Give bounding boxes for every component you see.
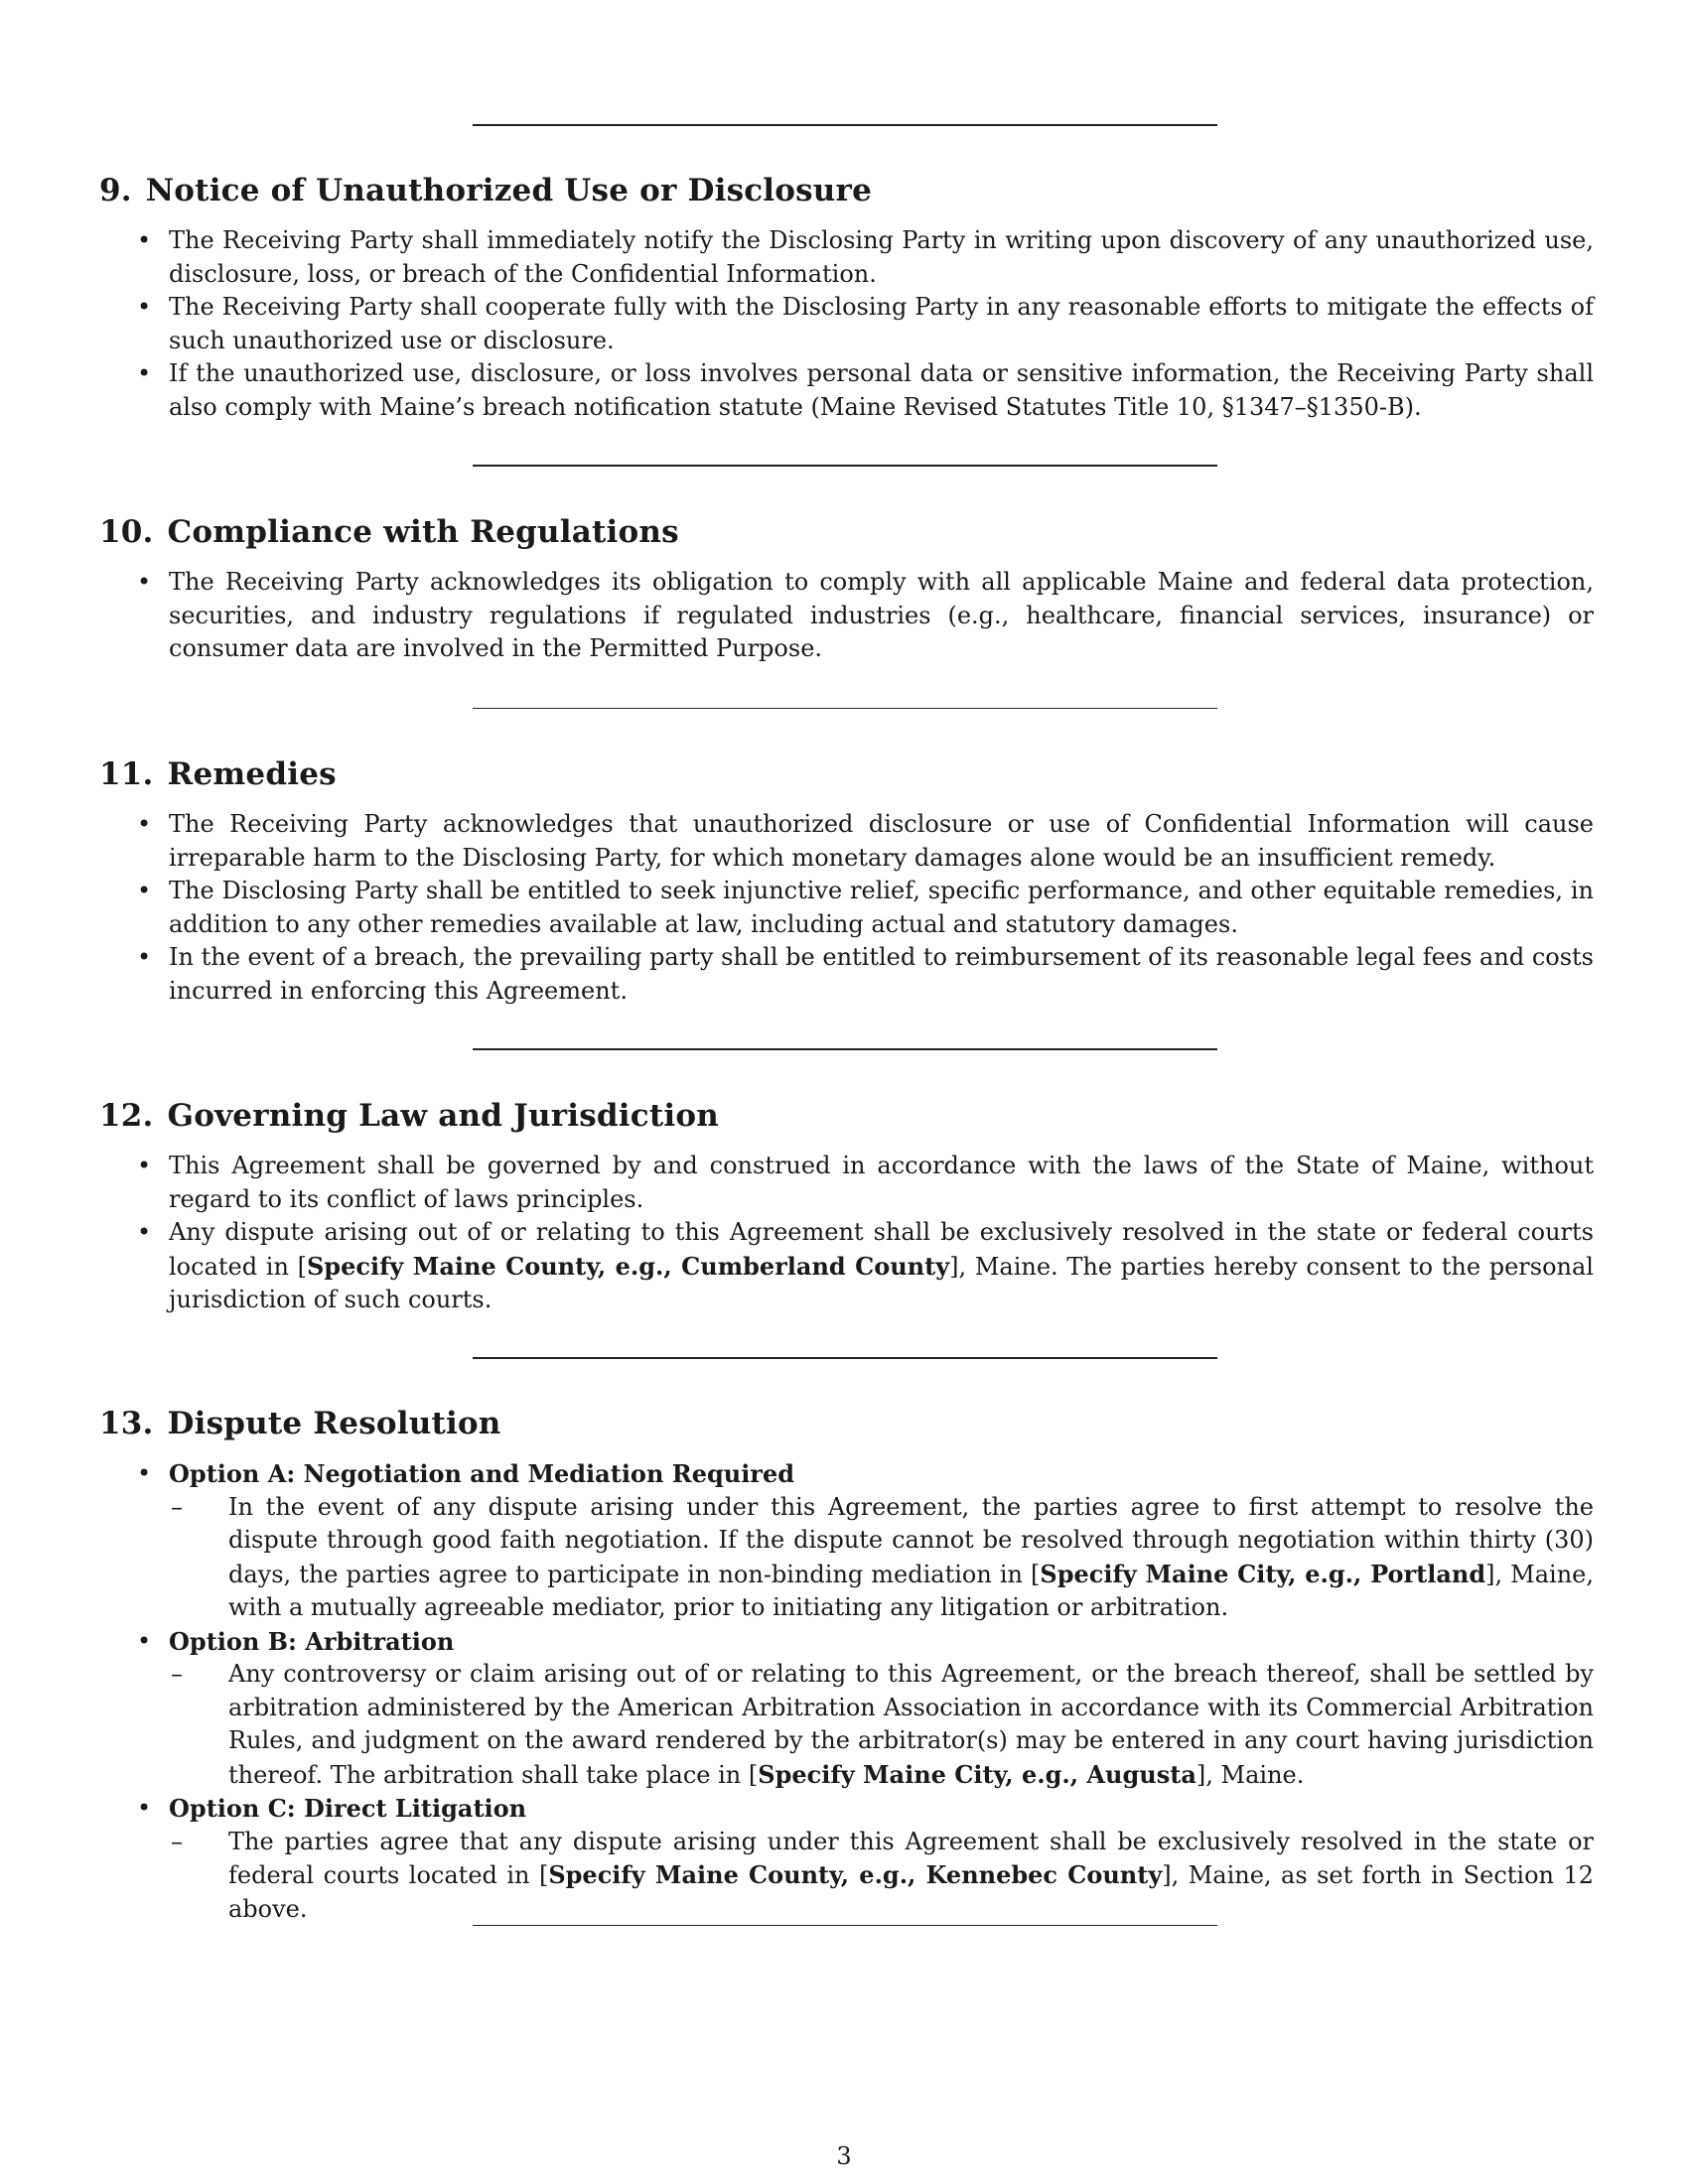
list-item: • The Disclosing Party shall be entitled to seek injunctive relief, specific performance, and other equitable remedies, in addition to any other remedies available at law, including actual and statutory damages. — [99, 875, 1594, 941]
bullet-list — [99, 224, 1594, 424]
page-number: 3 — [836, 2142, 852, 2170]
sub-list-item: – Any controversy or claim arising out of or relating to this Agreement, or the breach thereof, shall be settled by arbitration administered by the American Arbitration Association in accordance with its Commercial Arbitration Rules, and judgment on the award rendered by the arbitrator(s) may be entered in any court having jurisdiction thereof. The arbitration shall take place in [Specify Maine City, e.g., Augusta], Maine. — [169, 1658, 1594, 1792]
section-heading: 12. Governing Law and Jurisdiction — [99, 1098, 719, 1134]
section-10 — [99, 512, 1594, 666]
option-label: • Option A: Negotiation and Mediation Required — [169, 1459, 794, 1488]
sub-list-item: – In the event of any dispute arising under this Agreement, the parties agree to first attempt to resolve the dispute through good faith negotiation. If the dispute cannot be resolved through negotiation within thirty (30) days, the parties agree to participate in non-binding mediation in [Specify Maine City, e.g., Portland], Maine, with a mutually agreeable mediator, prior to initiating any litigation or arbitration. — [169, 1491, 1594, 1625]
sub-list — [169, 1491, 1594, 1625]
bullet-list — [99, 808, 1594, 1008]
placeholder-county: Specify Maine County, e.g., Cumberland County — [306, 1251, 950, 1281]
list-item: • In the event of a breach, the prevailing party shall be entitled to reimbursement of its reasonable legal fees and costs incurred in enforcing this Agreement. — [99, 941, 1594, 1008]
section-divider — [473, 465, 1217, 467]
bullet-list — [99, 1150, 1594, 1317]
section-divider — [473, 1357, 1217, 1359]
section-heading: 13. Dispute Resolution — [99, 1406, 501, 1441]
section-13 — [99, 1404, 1594, 1926]
placeholder-city: Specify Maine City, e.g., Portland — [1040, 1559, 1486, 1588]
bullet-list — [99, 1457, 1594, 1926]
section-heading: 9. Notice of Unauthorized Use or Disclosure — [99, 173, 872, 208]
sub-list — [169, 1658, 1594, 1792]
section-12 — [99, 1096, 1594, 1317]
section-divider — [473, 708, 1217, 709]
list-item: • Any dispute arising out of or relating to this Agreement shall be exclusively resolved in the state or federal courts located in [Specify Maine County, e.g., Cumberland County], Maine. The parties hereby consent to the personal jurisdiction of such courts. — [99, 1216, 1594, 1317]
option-c — [99, 1792, 1594, 1926]
placeholder-county: Specify Maine County, e.g., Kennebec County — [548, 1860, 1163, 1889]
list-item: • The Receiving Party shall cooperate fully with the Disclosing Party in any reasonable efforts to mitigate the effects of such unauthorized use or disclosure. — [99, 291, 1594, 357]
list-item: • This Agreement shall be governed by and construed in accordance with the laws of the State of Maine, without regard to its conflict of laws principles. — [99, 1150, 1594, 1216]
section-divider — [473, 124, 1217, 126]
option-label: • Option C: Direct Litigation — [169, 1794, 527, 1823]
sub-list — [169, 1826, 1594, 1927]
section-11 — [99, 754, 1594, 1008]
list-item: • The Receiving Party acknowledges its obligation to comply with all applicable Maine and federal data protection, securities, and industry regulations if regulated industries (e.g., healthcare, financial services, insurance) or consumer data are involved in the Permitted Purpose. — [99, 566, 1594, 666]
sub-list-item: – The parties agree that any dispute arising under this Agreement shall be exclusively resolved in the state or federal courts located in [Specify Maine County, e.g., Kennebec County], Maine, as set forth in Section 12 above. — [169, 1826, 1594, 1927]
bullet-list — [99, 566, 1594, 666]
list-item: • The Receiving Party shall immediately notify the Disclosing Party in writing upon discovery of any unauthorized use, disclosure, loss, or breach of the Confidential Information. — [99, 224, 1594, 291]
option-label: • Option B: Arbitration — [169, 1626, 455, 1656]
section-heading: 10. Compliance with Regulations — [99, 514, 679, 550]
section-divider — [473, 1048, 1217, 1050]
list-item: • If the unauthorized use, disclosure, or loss involves personal data or sensitive information, the Receiving Party shall also comply with Maine’s breach notification statute (Maine Revised Statutes Title 10, §1347–§1350-B). — [99, 357, 1594, 424]
section-9 — [99, 171, 1594, 424]
option-a — [99, 1457, 1594, 1625]
list-item: • The Receiving Party acknowledges that unauthorized disclosure or use of Confidential Information will cause irreparable harm to the Disclosing Party, for which monetary damages alone would be an insufficient remedy. — [99, 808, 1594, 875]
option-b — [99, 1625, 1594, 1793]
placeholder-city: Specify Maine City, e.g., Augusta — [758, 1759, 1196, 1789]
section-heading: 11. Remedies — [99, 756, 337, 792]
section-divider — [473, 1925, 1217, 1926]
